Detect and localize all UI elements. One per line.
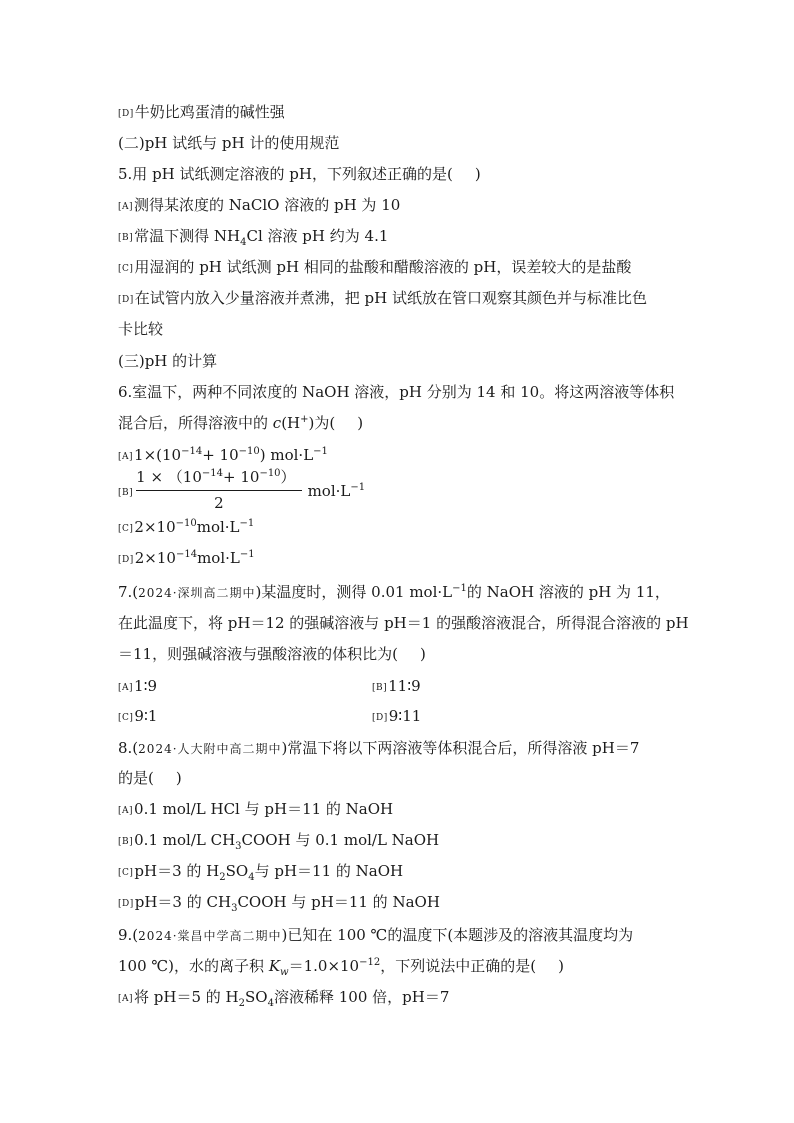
q8-option-d <box>118 892 440 915</box>
exponent: −14 <box>201 468 223 479</box>
stem-text: 8.( <box>118 739 139 757</box>
question-9-stem <box>118 925 633 946</box>
question-8-stem-line2 <box>118 768 182 788</box>
stem-close: ) <box>175 769 182 787</box>
fraction-denominator: 2 <box>214 494 224 512</box>
formula-part: mol·L <box>197 549 240 567</box>
stem-text: )已知在 100 ℃的温度下(本题涉及的溶液其温度均为 <box>281 926 634 944</box>
q6-option-c <box>118 517 254 540</box>
exponent: −1 <box>452 583 467 594</box>
formula-part: 2×10 <box>134 549 176 567</box>
q5-option-d-continued: 卡比较 <box>118 320 164 338</box>
q7-option-c <box>118 706 157 729</box>
stem-text: 100 ℃)，水的离子积 <box>118 957 269 975</box>
q5-option-c <box>118 257 631 280</box>
q9-option-a <box>118 987 449 1010</box>
question-8-stem <box>118 738 639 759</box>
option-tag: [C] <box>118 264 134 274</box>
source-label: 2024·棠昌中学高二期中 <box>138 929 282 943</box>
option-text: 牛奶比鸡蛋清的碱性强 <box>134 103 285 121</box>
option-tag: [D] <box>372 713 388 723</box>
stem-text: 9.( <box>118 926 139 944</box>
exponent: −10 <box>238 446 260 457</box>
formula-part: 1 × （10 <box>136 468 202 486</box>
q8-option-a <box>118 799 393 822</box>
fraction <box>136 466 301 514</box>
stem-close: ) <box>357 414 364 432</box>
subscript: 4 <box>267 998 274 1009</box>
q5-option-b <box>118 226 388 249</box>
stem-text: 的 NaOH 溶液的 pH 为 11， <box>466 583 670 601</box>
question-7-stem <box>118 582 670 603</box>
q8-option-c <box>118 861 403 884</box>
section-heading-3: (三)pH 的计算 <box>118 352 218 370</box>
stem-text: 混合后，所得溶液中的 <box>118 414 273 432</box>
exponent: −1 <box>313 446 328 457</box>
stem-close: ) <box>558 957 564 975</box>
stem-text: 7.( <box>118 583 139 601</box>
q7-option-a <box>118 676 157 699</box>
q6-option-b <box>118 468 365 516</box>
stem-close: ) <box>474 165 481 183</box>
question-7-stem-line2: 在此温度下，将 pH＝12 的强碱溶液与 pH＝1 的强酸溶液混合，所得混合溶液的 pH <box>118 614 689 632</box>
formula-part: 1×(10 <box>134 446 182 464</box>
subscript: 3 <box>231 903 238 914</box>
option-tag: [C] <box>118 524 134 534</box>
exponent: −12 <box>359 957 381 968</box>
formula-part: + 10 <box>202 446 239 464</box>
option-text: 1∶9 <box>134 677 158 695</box>
option-text: 用湿润的 pH 试纸测 pH 相同的盐酸和醋酸溶液的 pH，误差较大的是盐酸 <box>134 258 632 276</box>
source-label: 2024·人大附中高二期中 <box>138 742 282 756</box>
stem-text-end: )为( <box>308 414 336 432</box>
stem-text: )常温下将以下两溶液等体积混合后，所得溶液 pH＝7 <box>281 739 640 757</box>
option-text: pH＝3 的 CH <box>134 893 232 911</box>
subscript: 4 <box>240 237 247 248</box>
option-text: 常温下测得 NH <box>134 227 241 245</box>
option-text-rest: 与 pH＝11 的 NaOH <box>254 862 404 880</box>
option-tag: [A] <box>118 806 134 816</box>
variable-k: K <box>268 957 281 975</box>
subscript: 2 <box>238 998 246 1009</box>
formula-part: 2×10 <box>134 518 176 536</box>
option-tag: [D] <box>118 295 134 305</box>
option-tag: [B] <box>118 837 134 847</box>
option-text-rest: COOH 与 0.1 mol/L NaOH <box>241 831 440 849</box>
option-tag: [D] <box>118 899 134 909</box>
q6-option-d <box>118 548 255 571</box>
option-text: 0.1 mol/L CH <box>134 831 236 849</box>
question-5-stem <box>118 164 481 184</box>
option-tag: [C] <box>118 713 134 723</box>
option-text: 测得某浓度的 NaClO 溶液的 pH 为 10 <box>134 196 401 214</box>
exponent: −14 <box>181 446 203 457</box>
exponent: −1 <box>239 549 255 560</box>
q7-option-b <box>372 676 421 699</box>
option-text: 将 pH＝5 的 H <box>134 988 239 1006</box>
option-text: 9∶1 <box>134 707 158 725</box>
option-text: 9∶11 <box>388 707 422 725</box>
option-tag: [A] <box>118 683 134 693</box>
source-label: 2024·深圳高二期中 <box>138 586 256 600</box>
option-tag: [B] <box>118 233 134 243</box>
unit: mol·L <box>307 482 351 500</box>
question-7-stem-line3 <box>118 644 426 664</box>
variable-c: c <box>272 414 282 432</box>
q4-option-d <box>118 102 285 125</box>
question-9-stem-line2 <box>118 956 564 976</box>
stem-text: ＝1.0×10 <box>288 957 360 975</box>
stem-text: 的是( <box>118 769 154 787</box>
formula-part: + 10 <box>223 468 260 486</box>
stem-text-h: (H <box>281 414 301 432</box>
option-text-mid: SO <box>245 988 268 1006</box>
option-tag: [A] <box>118 994 134 1004</box>
exponent: −1 <box>350 482 366 493</box>
option-text: 0.1 mol/L HCl 与 pH＝11 的 NaOH <box>134 800 394 818</box>
question-6-stem: 6.室温下，两种不同浓度的 NaOH 溶液，pH 分别为 14 和 10。将这两溶液等体积 <box>118 383 675 401</box>
option-text-rest: COOH 与 pH＝11 的 NaOH <box>237 893 440 911</box>
formula-part: ） <box>280 468 296 486</box>
subscript: 3 <box>235 841 242 852</box>
option-tag: [A] <box>118 452 134 462</box>
fraction-numerator <box>136 466 301 491</box>
stem-text: ＝11，则强碱溶液与强酸溶液的体积比为( <box>118 645 398 663</box>
exponent: −10 <box>175 518 197 529</box>
option-text-rest: 溶液稀释 100 倍，pH＝7 <box>273 988 450 1006</box>
exponent: −10 <box>259 468 281 479</box>
stem-text: ，下列说法中正确的是( <box>380 957 537 975</box>
exponent: −1 <box>239 518 255 529</box>
q5-option-a <box>118 195 400 218</box>
option-text: 11∶9 <box>388 677 421 695</box>
option-tag: [C] <box>118 868 134 878</box>
option-text-rest: Cl 溶液 pH 约为 4.1 <box>246 227 389 245</box>
exponent: −14 <box>175 549 198 560</box>
option-text: 在试管内放入少量溶液并煮沸，把 pH 试纸放在管口观察其颜色并与标准比色 <box>134 289 647 307</box>
subscript: w <box>280 967 289 978</box>
option-tag: [A] <box>118 202 134 212</box>
option-tag: [B] <box>118 488 134 498</box>
stem-text: )某温度时，测得 0.01 mol·L <box>255 583 453 601</box>
option-text: pH＝3 的 H <box>134 862 220 880</box>
q5-option-d <box>118 288 647 311</box>
option-tag: [D] <box>118 555 134 565</box>
stem-text: 5.用 pH 试纸测定溶液的 pH，下列叙述正确的是( <box>118 165 453 183</box>
q6-option-a <box>118 445 328 468</box>
section-heading-2: (二)pH 试纸与 pH 计的使用规范 <box>118 134 340 152</box>
option-tag: [D] <box>118 109 134 119</box>
formula-part: mol·L <box>196 518 240 536</box>
q7-option-d <box>372 706 421 729</box>
option-text-mid: SO <box>225 862 249 880</box>
subscript: 4 <box>248 872 255 883</box>
option-tag: [B] <box>372 683 388 693</box>
stem-close: ) <box>419 645 426 663</box>
subscript: 2 <box>219 872 226 883</box>
superscript: + <box>300 414 309 425</box>
question-6-stem-line2 <box>118 413 363 433</box>
q8-option-b <box>118 830 439 853</box>
formula-part: ) mol·L <box>259 446 314 464</box>
